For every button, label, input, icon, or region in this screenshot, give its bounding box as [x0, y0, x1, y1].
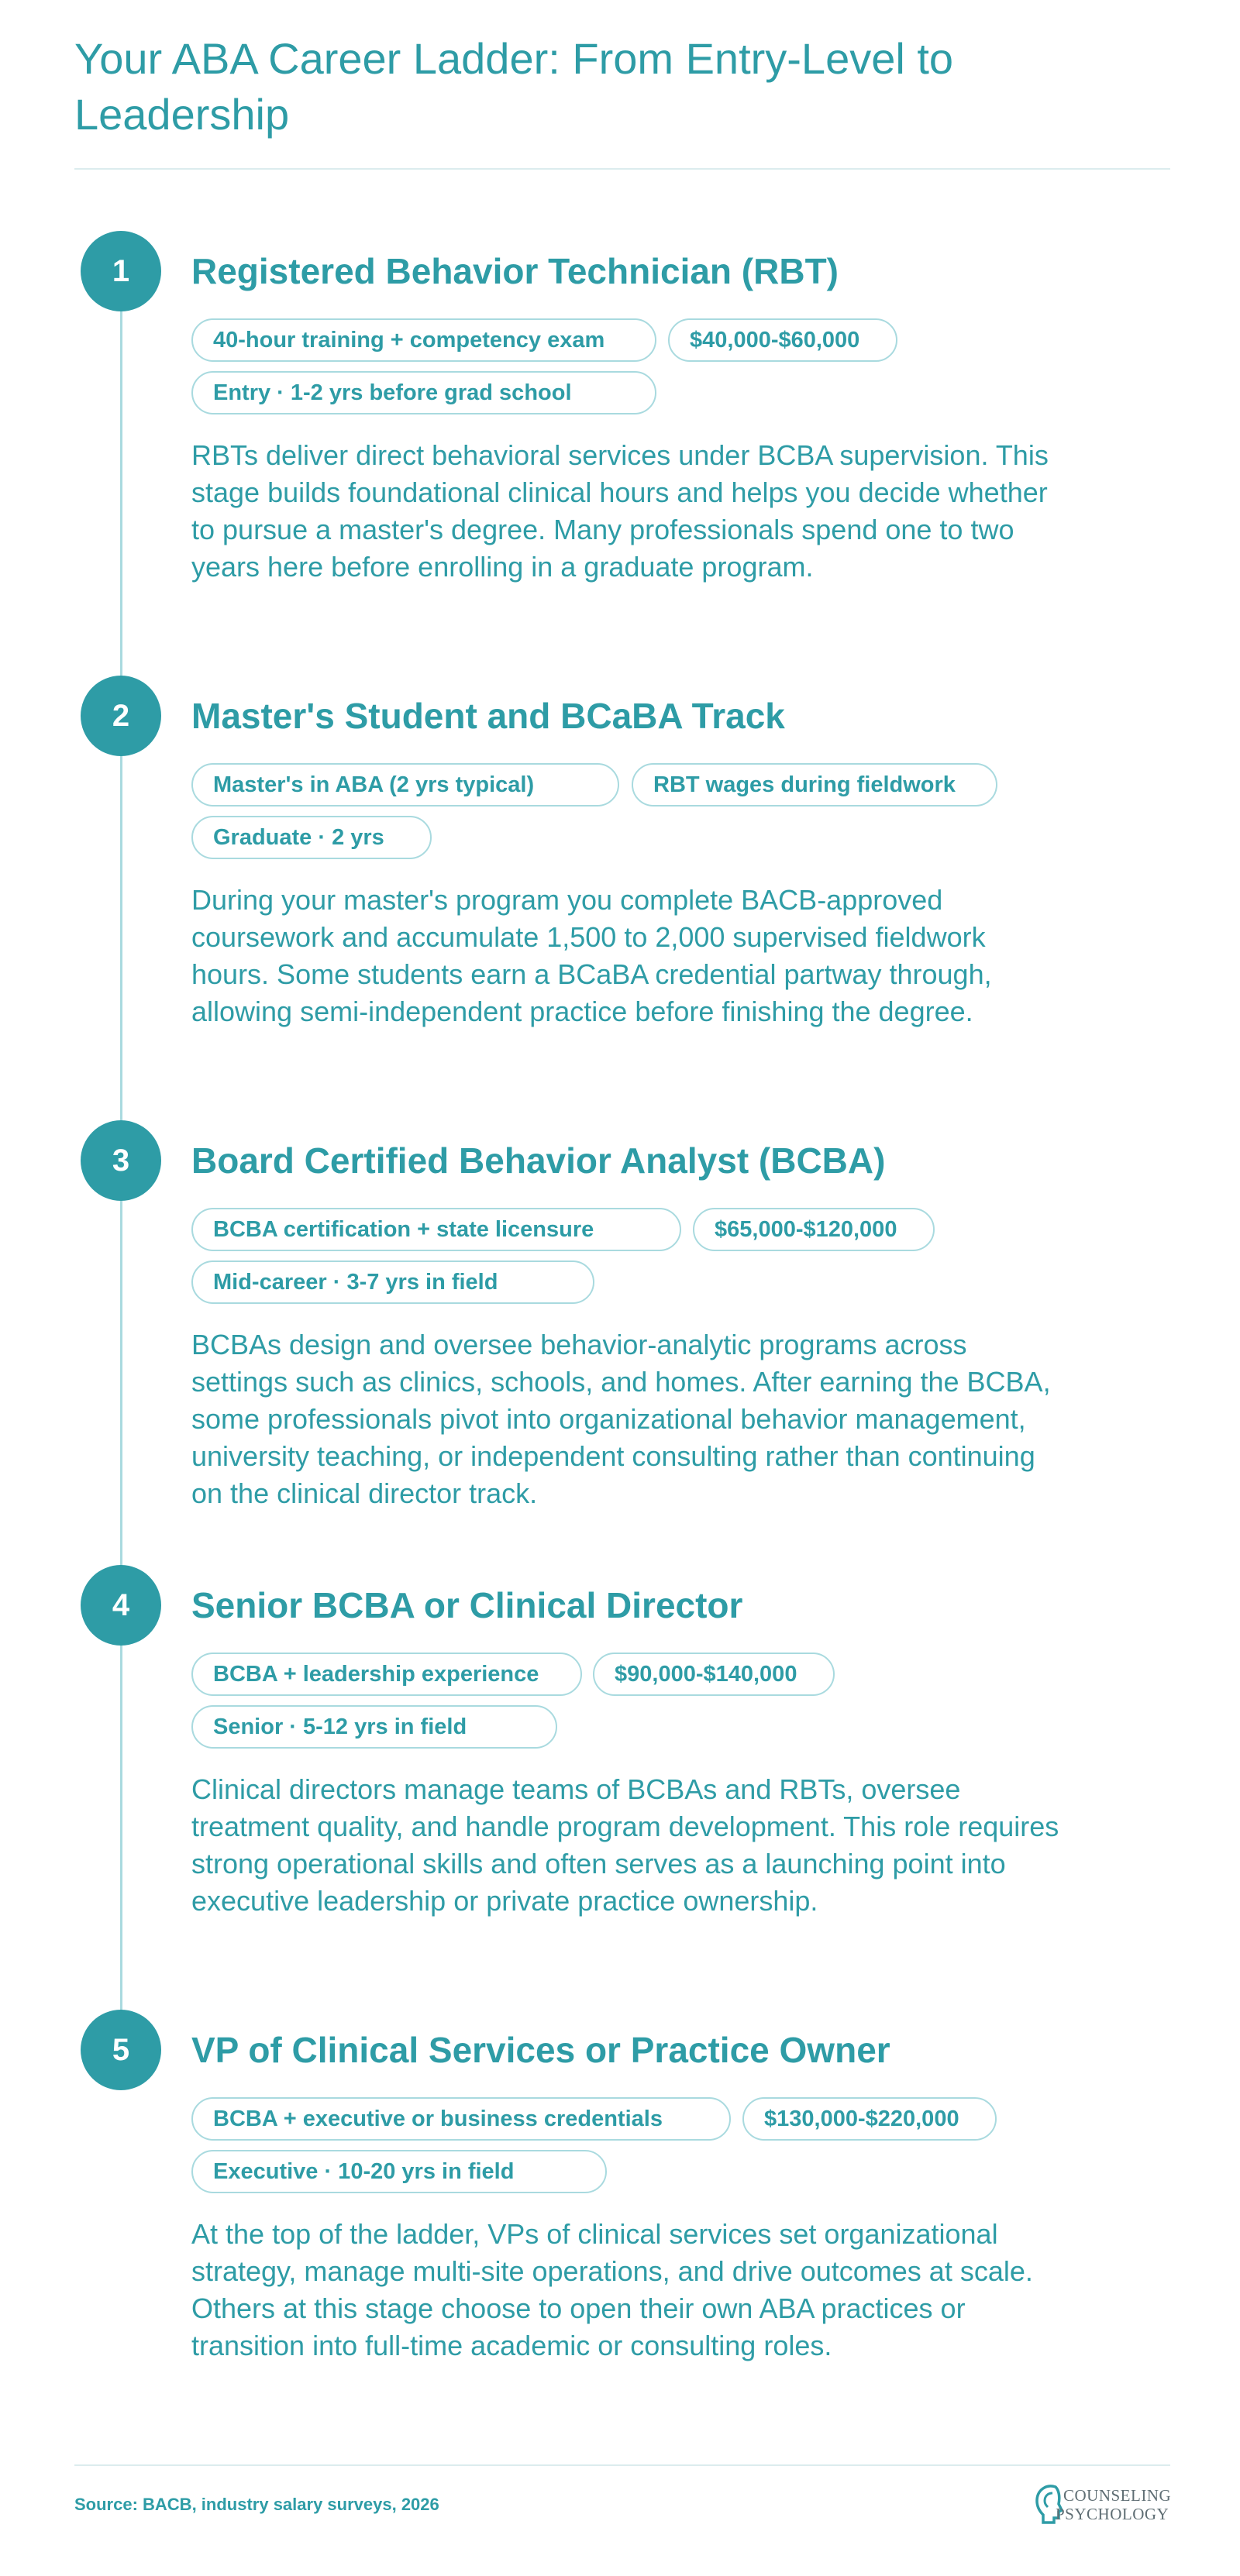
salary-pill: $130,000-$220,000	[742, 2097, 997, 2141]
career-stage-pill: Senior · 5-12 yrs in field	[191, 1705, 557, 1749]
salary-pill: RBT wages during fieldwork	[632, 763, 997, 807]
stage-description: RBTs deliver direct behavioral services under BCBA supervision. This stage builds foundational clinical hours and helps you decide whether to pursue a master's degree. Many professionals spend one to two years here before enrolling in a graduate program.	[191, 439, 1049, 583]
stage-title: Board Certified Behavior Analyst (BCBA)	[191, 1140, 886, 1181]
requirement-pill: BCBA certification + state licensure	[191, 1208, 681, 1251]
requirement-pill: BCBA + leadership experience	[191, 1653, 582, 1696]
stage-title: Master's Student and BCaBA Track	[191, 696, 785, 736]
salary-pill: $90,000-$140,000	[593, 1653, 835, 1696]
requirement-pill: BCBA + executive or business credentials	[191, 2097, 731, 2141]
salary-pill: $65,000-$120,000	[693, 1208, 935, 1251]
stage-number-badge: 1	[81, 231, 161, 311]
stage-number-badge: 2	[81, 676, 161, 756]
logo-text-line2: PSYCHOLOGY	[1056, 2505, 1169, 2523]
career-stage-pill: Mid-career · 3-7 yrs in field	[191, 1260, 594, 1304]
stage-number-badge: 4	[81, 1565, 161, 1646]
career-stage-pill: Entry · 1-2 yrs before grad school	[191, 371, 656, 414]
logo-text-line1: COUNSELING	[1063, 2486, 1172, 2505]
stage-title: VP of Clinical Services or Practice Owner	[191, 2030, 890, 2070]
stage-title: Registered Behavior Technician (RBT)	[191, 251, 839, 291]
requirement-pill: Master's in ABA (2 yrs typical)	[191, 763, 619, 807]
stage-title: Senior BCBA or Clinical Director	[191, 1585, 743, 1625]
salary-pill: $40,000-$60,000	[668, 318, 897, 362]
stage-description: During your master's program you complete BACB-approved coursework and accumulate 1,500 to 2,000 supervised fieldwork hours. Some students earn a BCaBA credential partway through, allowing semi-independent practice before finishing the degree.	[191, 884, 992, 1027]
career-stage-pill: Executive · 10-20 yrs in field	[191, 2150, 607, 2193]
source-note: Source: BACB, industry salary surveys, 2026	[74, 2495, 439, 2514]
page-title: Your ABA Career Ladder: From Entry-Level to Leadership	[74, 34, 954, 139]
stage-number-badge: 3	[81, 1120, 161, 1201]
title-divider	[74, 168, 1170, 170]
career-stage-pill: Graduate · 2 yrs	[191, 816, 432, 859]
stage-description: Clinical directors manage teams of BCBAs and RBTs, oversee treatment quality, and handle program development. This role requires strong operational skills and often serves as a launching point into executive leadership or private practice ownership.	[191, 1773, 1059, 1917]
stage-number-badge: 5	[81, 2010, 161, 2090]
stage-description: At the top of the ladder, VPs of clinical services set organizational strategy, manage multi-site operations, and drive outcomes at scale. Others at this stage choose to open their own ABA practices or transition into full-time academic or consulting roles.	[191, 2218, 1033, 2361]
counseling-psychology-logo	[1032, 2479, 1172, 2527]
requirement-pill: 40-hour training + competency exam	[191, 318, 656, 362]
stage-description: BCBAs design and oversee behavior-analytic programs across settings such as clinics, schools, and homes. After earning the BCBA, some professionals pivot into organizational behavior management, university teaching, or independent consulting rather than continuing on the clinical director track.	[191, 1329, 1051, 1509]
footer-divider	[74, 2464, 1170, 2466]
